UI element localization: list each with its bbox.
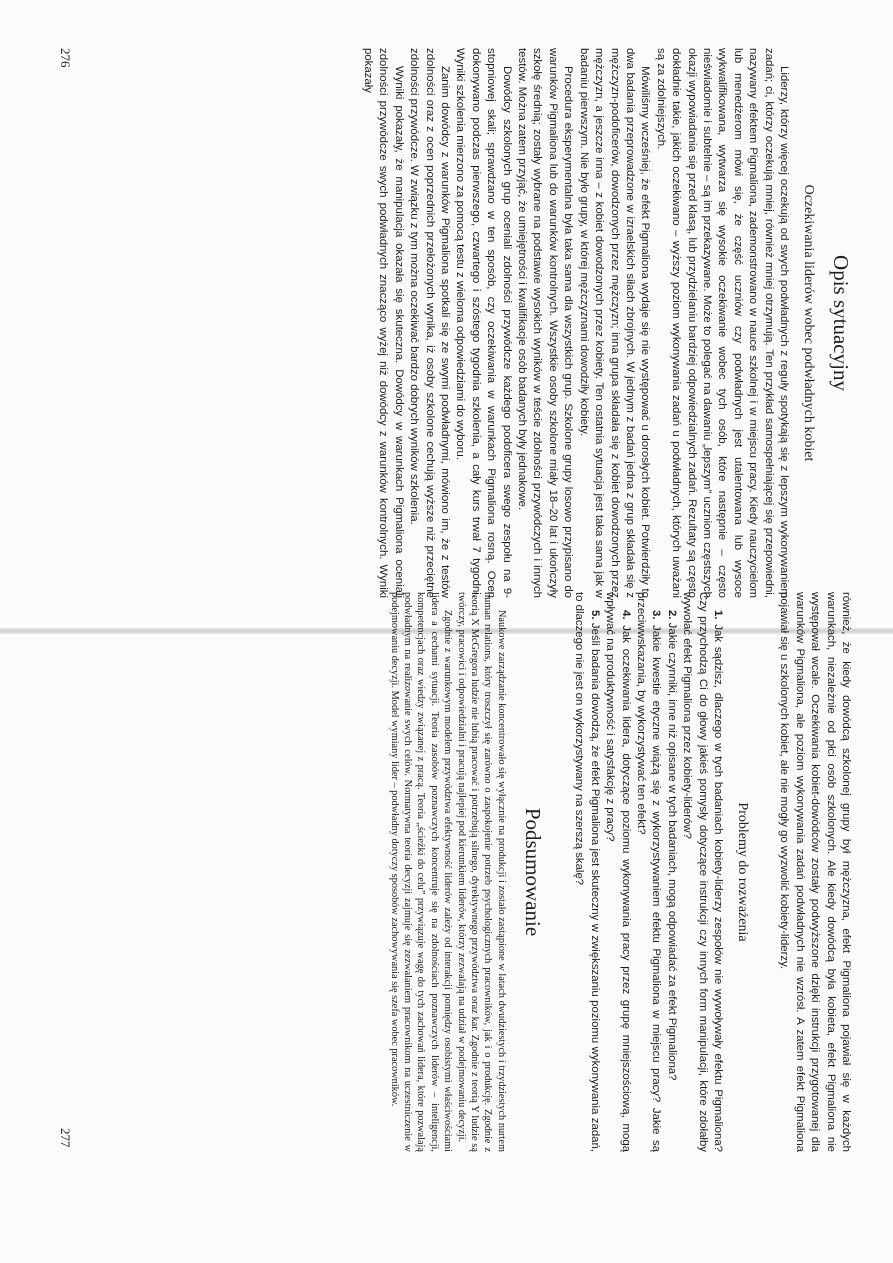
paragraph: Naukowe zarządzanie koncentrowało się wyłącznie na produkcji i zostało zastąpione w latach dwudziestych i trzydziestych nurtem human relations, który troszczył się zarówno o zaspokojenie potrzeb psychologicznych pracowników, jak i o produkcję. Zgodnie z teorią X McGregora ludzie nie lubią pracować i potrzebują silnego, dyrektywnego przywództwa oraz kar. Zgodnie z teorią Y ludzie są twórczy, pracowici i odpowiedzialni i pracują najlepiej pod kierunkiem liderów, którzy zezwalają na udział w podejmowaniu decyzji. [455, 592, 507, 1152]
page-number: 276 [58, 48, 73, 68]
question-text: Jak sądzisz, dlaczego w tych badaniach kobiety-liderzy zespołów nie wywoływały efektu Pigmaliona? Czy przychodzą Ci do głowy jakieś pomysły dotyczące instrukcji czy innych form manipulacji, które zdołałby wywołać efekt Pigmaliona przez kobiety-liderów? [681, 592, 724, 1152]
question-text: Jakie kwestie etyczne wiążą się z wykorzystywaniem efektu Pigmaliona w miejscu pracy? Jakie są przeciwwskazania, by wykorzystywać ten efekt? [634, 592, 663, 1152]
page-number: 277 [58, 1128, 73, 1148]
question-text: Jeśli badania dowodzą, że efekt Pigmaliona jest skuteczny w zwiększaniu poziomu wykonywania zadań, to dlaczego nie jest on wykorzystywany na szerszą skalę? [573, 592, 601, 1152]
paragraph: Dowódcy szkolonych grup oceniali zdolności przywódcze każdego podoficera swego zespołu na 9-stopniowej skali; sprawdzano w ten sposób, czy oczekiwania w warunkach Pigmaliona rosną. Ocen dokonywano podczas pierwszego, czwartego i szóstego tygodnia szkolenia, a cały kurs trwał 7 tygodni. Wyniki szkolenia mierzono za pomocą testu z wieloma odpowiedziami do wyboru. [454, 48, 513, 598]
question-number: 3. [650, 610, 663, 620]
paragraph: Wyniki pokazały, że manipulacja okazała się skuteczna. Dowódcy w warunkach Pigmaliona oceniali zdolności przywódcze swych podwładnych znacząco wyżej niż dowódcy z warunków kontrolnych. Wyniki pokazały [362, 48, 405, 598]
paragraph: Zanim dowódcy z warunków Pigmaliona spotkali się ze swymi podwładnymi, mówiono im, że z testów zdolności oraz z ocen poprzednich przełożonych wynika, iż osoby szkolone cechują wyższe niż przeciętne zdolności przywódcze. W związku z tym można oczekiwać bardzo dobrych wyników szkolenia. [408, 48, 452, 598]
question-text: Jakie czynniki, inne niż opisane w tych badaniach, mogą odpowiadać za efekt Pigmaliona? [665, 622, 678, 1081]
problems-heading: Problemy do rozważenia [734, 802, 750, 942]
left-page-column [113, 48, 853, 598]
case-subheading: Oczekiwania liderów wobec podwładnych kobiet [801, 184, 816, 462]
question-number: 1. [711, 610, 724, 620]
paragraph: Zgodnie z warunkowym modelem przywództwa efektywność liderów zależy od interakcji pomiędzy osobistymi właściwościami lidera a cechami sytuacji. Teoria zasobów poznawczych koncentruje się na zdolnościach poznawczych liderów – inteligencji, kompetencjach oraz wiedzy związanej z pracą. Teoria „ścieżki do celu” przywiązuje wagę do tych zachowań lidera, które pozwalają podwładnym na realizowanie swych celów. Normatywna teoria decyzji zajmuje się zezwalaniem pracownikom na uczestniczenie w podejmowaniu decyzji. Model wymiany lider – podwładny dotyczy sposobów zachowywania się szefa wobec pracowników. [388, 592, 454, 1152]
right-page [0, 592, 893, 1235]
paragraph: również, że kiedy dowódcą szkolonej grupy był mężczyzna, efekt Pigmaliona pojawiał się w każdych warunkach, niezależnie od płci osób szkolonych. Ale kiedy dowódcą była kobieta, efekt Pigmaliona nie występował wcale. Oczekiwania kobiet-dowódców zostały podwyższone dzięki instrukcji przygotowanej dla warunków Pigmaliona, ale poziom wykonywania zadań podwładnych nie wzrósł. A zatem efekt Pigmaliona pojawiał się u szkolonych kobiet, ale nie mogły go wyzwolić kobiety-liderzy. [778, 592, 852, 1152]
question-item [571, 592, 602, 1152]
question-item [633, 592, 664, 1152]
paragraph: Procedura eksperymentalna była taka sama dla wszystkich grup. Szkolone grupy losowo przypisano do warunków Pigmaliona lub do warunków kontrolnych. Wszystkie osoby szkolone miały 18–20 lat i ukończyły szkołę średnią; zostały wybrane na podstawie wysokich wyników w teście zdolności przywódczych i innych testów. Można zatem przyjąć, że umiejętności i kwalifikacje osób badanych były jednakowe. [516, 48, 575, 598]
question-number: 2. [665, 610, 678, 620]
question-number: 5. [588, 610, 601, 620]
paragraph: Mówiliśmy wcześniej, że efekt Pigmaliona wydaje się nie występować u dorosłych kobiet. Potwierdziły to dwa badania przeprowadzone w izraelskich siłach zbrojnych. W jednym z badań jedna z grup składała się z mężczyzn-podoficerów, dowodzonych przez mężczyzn; inna grupa składała się z kobiet dowodzonych przez mężczyzn, a jeszcze inna – z kobiet dowodzonych przez kobiety. Ten ostatnia sytuacja jest taka sama jak w badaniu pierwszym. Nie było grupy, w której mężczyznami dowodziły kobiety. [577, 48, 652, 598]
question-number: 4. [619, 610, 632, 620]
question-text: Jak oczekiwania lidera, dotyczące poziomu wykonywania pracy przez grupę mniejszościową, mogą wpływać na produktywność i satysfakcję z pracy? [604, 592, 632, 1152]
question-item [663, 592, 678, 1152]
left-page [0, 0, 893, 598]
question-item [679, 592, 725, 1152]
right-page-column [113, 592, 853, 1152]
paragraph: Liderzy, którzy więcej oczekują od swych podwładnych z reguły spotykają się z lepszym wykonywaniem zadań; ci, którzy oczekują mniej, również mniej otrzymują. Ten przykład samospełniającej się przepowiedni, nazywany efektem Pigmaliona, zademonstrowano w nauce szkolnej i w miejscu pracy. Kiedy nauczycielom lub menedżerom mówi się, że część uczniów czy podwładnych jest utalentowana lub wysoce wykwalifikowana, wytwarza się wysokie oczekiwanie wobec tych osób, które następnie – często nieświadomie i subtelnie – są im przekazywane. Może to polegać na dawaniu „lepszym” uczniom częstszych okazji wypowiadania się przed klasą, lub przydzielaniu bardziej odpowiedzialnych zadań. Rezultaty są często dokładnie takie, jakich oczekiwano – wyższy poziom wykonywania zadań u podwładnych, których uważani są za zdolniejszych. [654, 48, 790, 598]
summary-heading: Podsumowanie [520, 807, 545, 937]
question-item [602, 592, 633, 1152]
section-heading: Opis sytuacyjny [829, 255, 853, 391]
